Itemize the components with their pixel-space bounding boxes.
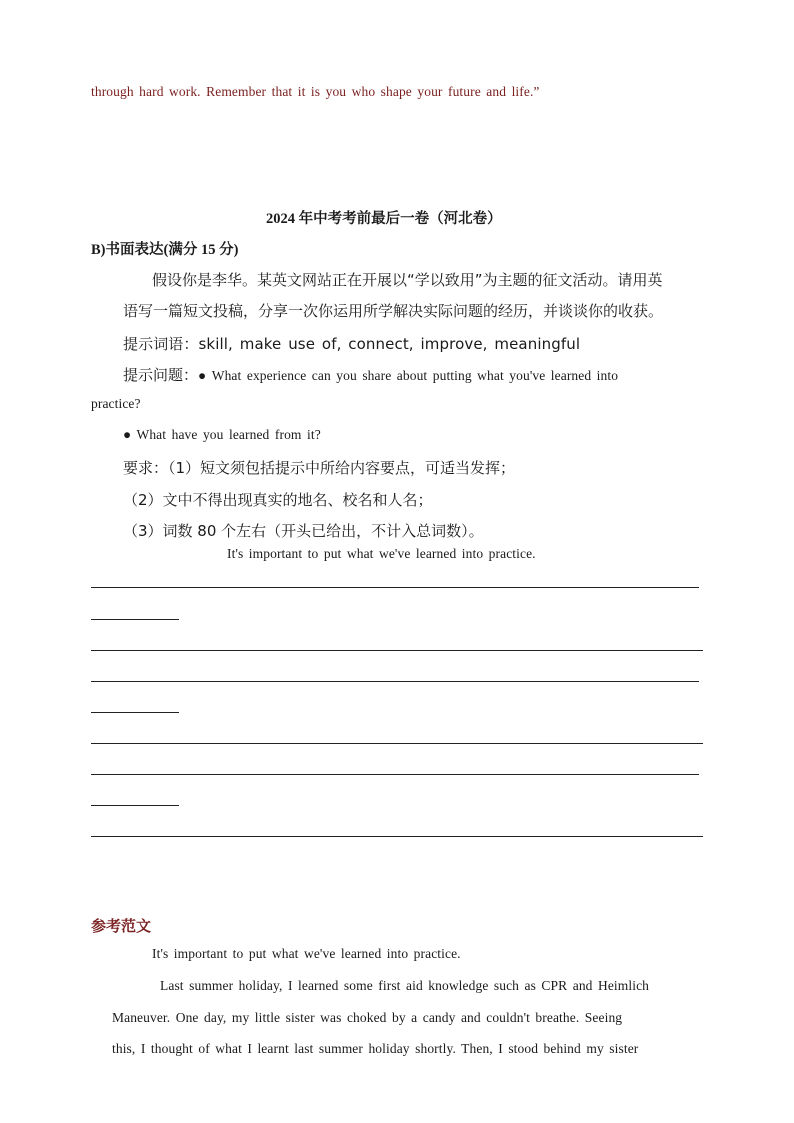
continued-text-line: through hard work. Remember that it is you who shape your future and life.” <box>91 84 540 99</box>
writing-line <box>91 836 703 837</box>
sample-line-2: Last summer holiday, I learned some first aid knowledge such as CPR and Heimlich <box>160 978 650 993</box>
writing-line-short <box>91 805 179 806</box>
sample-line-3: Maneuver. One day, my little sister was choked by a candy and couldn't breathe. Seeing <box>112 1010 623 1025</box>
prompt-line-2: 语写一篇短文投稿，分享一次你运用所学解决实际问题的经历，并谈谈你的收获。 <box>123 302 664 320</box>
hint-words-text: 提示词语：skill, make use of, connect, improve, meaningful <box>123 335 581 353</box>
hint-question-1-text: ● What experience can you share about putting what you've learned into <box>198 368 619 383</box>
requirement-3: （3）词数 80 个左右（开头已给出，不计入总词数）。 <box>123 522 484 540</box>
exam-heading: 2024 年中考考前最后一卷（河北卷） <box>266 211 502 227</box>
sample-line-1: It's important to put what we've learned into practice. <box>152 946 461 961</box>
writing-line <box>91 587 699 588</box>
hint-words <box>123 333 580 354</box>
prompt-line-1: 假设你是李华。某英文网站正在开展以“学以致用”为主题的征文活动。请用英 <box>152 271 663 289</box>
writing-line <box>91 774 699 775</box>
writing-line-short <box>91 619 179 620</box>
writing-line-short <box>91 712 179 713</box>
requirement-1: 要求：（1）短文须包括提示中所给内容要点，可适当发挥； <box>123 459 516 477</box>
writing-opening-sentence: It's important to put what we've learned into practice. <box>227 546 536 561</box>
sample-essay-label: 参考范文 <box>91 917 152 935</box>
hint-question-label: 提示问题： <box>123 366 199 384</box>
writing-line <box>91 650 703 651</box>
section-title: B)书面表达(满分 15 分) <box>91 242 239 258</box>
requirement-2: （2）文中不得出现真实的地名、校名和人名； <box>123 491 433 509</box>
hint-question-1-continued: practice? <box>91 396 141 411</box>
sample-line-4: this, I thought of what I learnt last summer holiday shortly. Then, I stood behind my sister <box>112 1041 639 1056</box>
hint-question-2: ● What have you learned from it? <box>123 427 321 442</box>
writing-line <box>91 681 699 682</box>
writing-line <box>91 743 703 744</box>
hint-question-1 <box>123 364 618 385</box>
